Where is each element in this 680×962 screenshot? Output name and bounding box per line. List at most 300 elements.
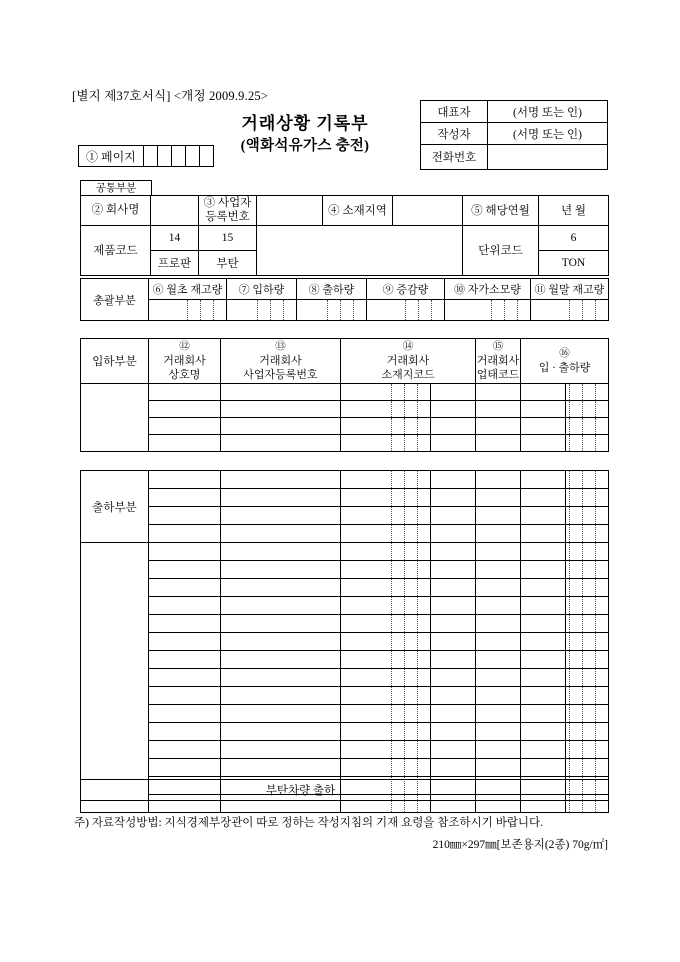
outbound-row-spacer — [81, 651, 149, 669]
cell-partner-business-code-2[interactable] — [476, 525, 521, 543]
cell-quantity[interactable] — [566, 507, 609, 525]
cell-partner-business-code[interactable] — [431, 741, 476, 759]
summary-value-closing-stock[interactable] — [531, 300, 609, 321]
cell-partner-business-code[interactable] — [431, 471, 476, 489]
digit-cells — [566, 705, 608, 722]
unit-code-name: TON — [539, 250, 609, 275]
digit-cells — [566, 543, 608, 560]
digit-cells — [341, 741, 430, 758]
total-row-label: 부탄차량 출하 — [81, 780, 521, 801]
cell-partner-business-code[interactable] — [431, 597, 476, 615]
cell-quantity-prefix[interactable] — [521, 705, 566, 723]
cell-partner-region-code[interactable] — [341, 633, 431, 651]
cell-quantity[interactable] — [566, 435, 609, 452]
table-row — [421, 101, 608, 123]
digit-cells — [566, 687, 608, 704]
cell-partner-name[interactable] — [149, 561, 221, 579]
digit-cells — [341, 384, 430, 400]
table-row — [81, 489, 609, 507]
cell-quantity-prefix[interactable] — [521, 418, 566, 435]
cell-partner-business-code[interactable] — [431, 615, 476, 633]
column-label-line1: 거래회사 — [386, 354, 430, 367]
digit-cells — [566, 435, 608, 451]
cell-partner-business-code-2[interactable] — [476, 401, 521, 418]
cell-partner-region-code[interactable] — [341, 651, 431, 669]
table-row — [81, 418, 609, 435]
outbound-row-spacer — [81, 687, 149, 705]
cell-partner-business-code-2[interactable] — [476, 705, 521, 723]
company-name-field[interactable] — [151, 196, 199, 226]
table-row — [81, 687, 609, 705]
cell-partner-bizreg[interactable] — [221, 579, 341, 597]
summary-value-outbound[interactable] — [297, 300, 367, 321]
cell-partner-business-code[interactable] — [431, 561, 476, 579]
product-code-propane-name: 프로판 — [151, 250, 199, 275]
cell-partner-region-code[interactable] — [341, 489, 431, 507]
biz-reg-number-label-line1: ③ 사업자 — [203, 197, 252, 209]
page-number-field[interactable] — [78, 145, 214, 167]
cell-partner-business-code-2[interactable] — [476, 687, 521, 705]
cell-partner-region-code[interactable] — [341, 759, 431, 777]
unit-code-label: 단위코드 — [463, 225, 539, 275]
product-code-butane-name: 부탄 — [199, 250, 257, 275]
cell-quantity[interactable] — [566, 561, 609, 579]
cell-partner-region-code[interactable] — [341, 525, 431, 543]
digit-cells — [566, 579, 608, 596]
company-name-label: ② 회사명 — [81, 196, 151, 226]
cell-quantity[interactable] — [566, 418, 609, 435]
representative-signature-field[interactable]: (서명 또는 인) — [488, 101, 608, 123]
cell-partner-business-code[interactable] — [431, 489, 476, 507]
cell-quantity-prefix[interactable] — [521, 561, 566, 579]
cell-partner-business-code-2[interactable] — [476, 471, 521, 489]
digit-cells — [566, 418, 608, 434]
cell-partner-business-code[interactable] — [431, 525, 476, 543]
inbound-col-partner-region-code — [341, 339, 476, 384]
form-note: 주) 자료작성방법: 지식경제부장관이 따로 정하는 작성지침의 기재 요령을 참조하시기 바랍니다. — [74, 817, 544, 829]
cell-partner-business-code-2[interactable] — [476, 759, 521, 777]
digit-cells — [227, 300, 296, 320]
outbound-row-spacer — [81, 543, 149, 561]
cell-partner-business-code[interactable] — [431, 579, 476, 597]
cell-partner-bizreg[interactable] — [221, 471, 341, 489]
outbound-row-spacer — [81, 669, 149, 687]
unit-code-number: 6 — [539, 225, 609, 250]
page-digit-cell[interactable] — [158, 146, 172, 166]
digit-cells — [341, 579, 430, 596]
cell-partner-name[interactable] — [149, 435, 221, 452]
cell-partner-region-code[interactable] — [341, 471, 431, 489]
digit-cells — [531, 300, 608, 320]
inbound-rows-body — [81, 384, 609, 452]
cell-partner-business-code[interactable] — [431, 633, 476, 651]
cell-partner-name[interactable] — [149, 705, 221, 723]
summary-col-change: ⑨ 증감량 — [367, 279, 445, 300]
cell-partner-name[interactable] — [149, 651, 221, 669]
cell-partner-bizreg[interactable] — [221, 384, 341, 401]
cell-partner-bizreg[interactable] — [221, 741, 341, 759]
cell-partner-business-code[interactable] — [431, 418, 476, 435]
outbound-row-spacer — [81, 561, 149, 579]
cell-partner-name[interactable] — [149, 759, 221, 777]
cell-partner-name[interactable] — [149, 418, 221, 435]
inbound-section-table — [80, 338, 609, 452]
form-title-block — [200, 113, 410, 158]
digit-cells — [341, 418, 430, 434]
page-digit-cell[interactable] — [186, 146, 200, 166]
cell-partner-bizreg[interactable] — [221, 651, 341, 669]
digit-cells — [566, 401, 608, 417]
page-digit-cell[interactable] — [172, 146, 186, 166]
digit-cells — [566, 561, 608, 578]
cell-partner-bizreg[interactable] — [221, 507, 341, 525]
cell-quantity-prefix[interactable] — [521, 723, 566, 741]
page-subtitle: (액화석유가스 충전) — [240, 137, 370, 154]
cell-quantity[interactable] — [566, 525, 609, 543]
digit-cells — [566, 597, 608, 614]
summary-value-opening-stock[interactable] — [149, 300, 227, 321]
cell-partner-region-code[interactable] — [341, 669, 431, 687]
inbound-row-spacer — [81, 401, 149, 418]
cell-partner-bizreg[interactable] — [221, 525, 341, 543]
cell-partner-region-code[interactable] — [341, 705, 431, 723]
cell-partner-region-code[interactable] — [341, 435, 431, 452]
cell-partner-name[interactable] — [149, 741, 221, 759]
product-code-propane-number: 14 — [151, 225, 199, 250]
table-row — [81, 741, 609, 759]
page-number-label: ① 페이지 — [79, 146, 144, 166]
cell-partner-bizreg[interactable] — [221, 435, 341, 452]
cell-quantity-prefix[interactable] — [521, 543, 566, 561]
cell-partner-bizreg[interactable] — [221, 489, 341, 507]
outbound-row-spacer — [81, 633, 149, 651]
summary-value-inbound[interactable] — [227, 300, 297, 321]
cell-partner-business-code-2[interactable] — [476, 384, 521, 401]
inbound-col-quantity — [521, 339, 609, 384]
digit-cells — [566, 669, 608, 686]
digit-cells — [521, 780, 608, 800]
column-label-line1: 입 · 출하량 — [538, 361, 591, 374]
cell-partner-business-code-2[interactable] — [476, 543, 521, 561]
cell-quantity[interactable] — [566, 687, 609, 705]
summary-col-outbound: ⑧ 출하량 — [297, 279, 367, 300]
cell-partner-business-code[interactable] — [431, 669, 476, 687]
table-row — [81, 339, 609, 384]
cell-quantity[interactable] — [566, 759, 609, 777]
digit-cells — [367, 300, 444, 320]
cell-partner-name[interactable] — [149, 507, 221, 525]
cell-partner-business-code-2[interactable] — [476, 507, 521, 525]
cell-partner-bizreg[interactable] — [221, 759, 341, 777]
total-row-table — [80, 779, 609, 801]
cell-partner-name[interactable] — [149, 401, 221, 418]
cell-quantity[interactable] — [566, 597, 609, 615]
column-number: ⑭ — [402, 340, 414, 352]
cell-quantity-prefix[interactable] — [521, 435, 566, 452]
table-row — [81, 651, 609, 669]
table-row — [81, 435, 609, 452]
product-code-label: 제품코드 — [81, 225, 151, 275]
cell-quantity[interactable] — [566, 401, 609, 418]
inbound-row-spacer — [81, 435, 149, 452]
common-section-table — [80, 195, 609, 276]
table-row — [81, 780, 609, 801]
cell-partner-business-code-2[interactable] — [476, 651, 521, 669]
digit-cells — [341, 471, 430, 488]
cell-partner-business-code[interactable] — [431, 687, 476, 705]
signature-table — [420, 100, 608, 170]
cell-partner-business-code-2[interactable] — [476, 741, 521, 759]
cell-partner-region-code[interactable] — [341, 561, 431, 579]
inbound-col-partner-business-code — [476, 339, 521, 384]
cell-partner-business-code[interactable] — [431, 651, 476, 669]
cell-quantity-prefix[interactable] — [521, 633, 566, 651]
cell-partner-bizreg[interactable] — [221, 543, 341, 561]
cell-partner-region-code[interactable] — [341, 741, 431, 759]
table-row — [81, 401, 609, 418]
preparer-label: 작성자 — [421, 123, 488, 145]
representative-label: 대표자 — [421, 101, 488, 123]
digit-cells — [566, 759, 608, 776]
digit-cells — [566, 633, 608, 650]
cell-partner-name[interactable] — [149, 525, 221, 543]
table-row — [81, 597, 609, 615]
table-row — [81, 225, 609, 250]
outbound-row-spacer — [81, 741, 149, 759]
outbound-rows-body — [81, 471, 609, 813]
cell-partner-business-code[interactable] — [431, 384, 476, 401]
table-row — [81, 300, 609, 321]
cell-quantity-prefix[interactable] — [521, 507, 566, 525]
column-label-line1: 거래회사 — [163, 354, 206, 367]
digit-cells — [297, 300, 366, 320]
table-row — [81, 525, 609, 543]
cell-partner-business-code-2[interactable] — [476, 561, 521, 579]
column-label-line2: 업태코드 — [476, 368, 520, 381]
page-title: 거래상황 기록부 — [241, 114, 369, 133]
cell-quantity[interactable] — [566, 651, 609, 669]
digit-cells — [341, 543, 430, 560]
biz-reg-number-field[interactable] — [257, 196, 323, 226]
digit-cells — [566, 651, 608, 668]
cell-partner-region-code[interactable] — [341, 507, 431, 525]
summary-section-label: 총괄부분 — [81, 279, 149, 321]
cell-partner-bizreg[interactable] — [221, 687, 341, 705]
summary-value-self-consumption[interactable] — [445, 300, 531, 321]
cell-partner-business-code[interactable] — [431, 723, 476, 741]
cell-quantity[interactable] — [566, 384, 609, 401]
digit-cells — [566, 471, 608, 488]
cell-quantity-prefix[interactable] — [521, 489, 566, 507]
summary-col-opening-stock: ⑥ 월초 재고량 — [149, 279, 227, 300]
cell-partner-region-code[interactable] — [341, 723, 431, 741]
cell-partner-business-code-2[interactable] — [476, 597, 521, 615]
cell-partner-business-code-2[interactable] — [476, 579, 521, 597]
digit-cells — [341, 525, 430, 542]
cell-partner-bizreg[interactable] — [221, 401, 341, 418]
column-number: ⑮ — [492, 340, 504, 352]
cell-partner-name[interactable] — [149, 615, 221, 633]
outbound-row-spacer — [81, 759, 149, 777]
outbound-section-label: 출하부분 — [81, 471, 149, 543]
cell-partner-region-code[interactable] — [341, 579, 431, 597]
cell-partner-business-code-2[interactable] — [476, 418, 521, 435]
cell-quantity[interactable] — [566, 489, 609, 507]
cell-quantity[interactable] — [566, 705, 609, 723]
summary-section-table — [80, 278, 609, 321]
cell-partner-name[interactable] — [149, 723, 221, 741]
product-code-blank-area[interactable] — [257, 225, 463, 275]
digit-cells — [445, 300, 530, 320]
preparer-signature-field[interactable]: (서명 또는 인) — [488, 123, 608, 145]
cell-quantity-prefix[interactable] — [521, 651, 566, 669]
page-digit-cell[interactable] — [144, 146, 158, 166]
cell-partner-region-code[interactable] — [341, 615, 431, 633]
digit-cells — [341, 705, 430, 722]
cell-quantity-prefix[interactable] — [521, 525, 566, 543]
table-row — [81, 579, 609, 597]
table-row — [81, 384, 609, 401]
table-row — [81, 507, 609, 525]
digit-cells — [341, 633, 430, 650]
cell-partner-region-code[interactable] — [341, 687, 431, 705]
table-row — [421, 123, 608, 145]
region-label: ④ 소재지역 — [323, 196, 393, 226]
phone-field[interactable] — [488, 145, 608, 170]
cell-quantity[interactable] — [566, 669, 609, 687]
digit-cells — [341, 507, 430, 524]
digit-cells — [566, 489, 608, 506]
cell-partner-region-code[interactable] — [341, 418, 431, 435]
table-row — [421, 145, 608, 170]
cell-partner-business-code[interactable] — [431, 705, 476, 723]
cell-partner-name[interactable] — [149, 471, 221, 489]
cell-partner-name[interactable] — [149, 669, 221, 687]
cell-quantity-prefix[interactable] — [521, 401, 566, 418]
cell-partner-region-code[interactable] — [341, 401, 431, 418]
cell-quantity-prefix[interactable] — [521, 615, 566, 633]
cell-partner-bizreg[interactable] — [221, 705, 341, 723]
cell-partner-name[interactable] — [149, 597, 221, 615]
cell-partner-business-code-2[interactable] — [476, 435, 521, 452]
cell-partner-bizreg[interactable] — [221, 633, 341, 651]
digit-cells — [566, 741, 608, 758]
cell-quantity[interactable] — [566, 741, 609, 759]
cell-partner-business-code-2[interactable] — [476, 723, 521, 741]
summary-col-self-consumption: ⑩ 자가소모량 — [445, 279, 531, 300]
cell-quantity[interactable] — [566, 615, 609, 633]
product-code-butane-number: 15 — [199, 225, 257, 250]
digit-cells — [566, 384, 608, 400]
cell-partner-name[interactable] — [149, 543, 221, 561]
biz-reg-number-label-line2: 등록번호 — [205, 211, 250, 224]
outbound-row-spacer — [81, 705, 149, 723]
cell-partner-business-code[interactable] — [431, 507, 476, 525]
cell-quantity[interactable] — [566, 579, 609, 597]
digit-cells — [341, 723, 430, 740]
cell-partner-name[interactable] — [149, 384, 221, 401]
cell-partner-bizreg[interactable] — [221, 615, 341, 633]
summary-value-change[interactable] — [367, 300, 445, 321]
cell-partner-name[interactable] — [149, 687, 221, 705]
cell-partner-name[interactable] — [149, 633, 221, 651]
table-row — [81, 279, 609, 300]
cell-quantity-prefix[interactable] — [521, 471, 566, 489]
cell-partner-business-code[interactable] — [431, 759, 476, 777]
cell-partner-name[interactable] — [149, 579, 221, 597]
cell-quantity-prefix[interactable] — [521, 669, 566, 687]
page-digit-cell[interactable] — [200, 146, 213, 166]
cell-quantity-prefix[interactable] — [521, 687, 566, 705]
cell-quantity-prefix[interactable] — [521, 741, 566, 759]
cell-partner-business-code-2[interactable] — [476, 489, 521, 507]
outbound-row-spacer — [81, 597, 149, 615]
cell-quantity-prefix[interactable] — [521, 759, 566, 777]
digit-cells — [149, 300, 226, 320]
cell-partner-business-code[interactable] — [431, 401, 476, 418]
table-row — [81, 196, 609, 226]
cell-quantity[interactable] — [566, 543, 609, 561]
column-label-line1: 거래회사 — [259, 354, 302, 367]
digit-cells — [566, 615, 608, 632]
digit-cells — [341, 651, 430, 668]
cell-quantity-prefix[interactable] — [521, 597, 566, 615]
column-label-line1: 거래회사 — [476, 354, 520, 367]
yearmonth-label: ⑤ 해당연월 — [463, 196, 539, 226]
cell-partner-business-code[interactable] — [431, 543, 476, 561]
cell-partner-bizreg[interactable] — [221, 597, 341, 615]
table-row — [81, 615, 609, 633]
digit-cells — [566, 525, 608, 542]
cell-quantity-prefix[interactable] — [521, 579, 566, 597]
cell-partner-name[interactable] — [149, 489, 221, 507]
total-row-value[interactable] — [521, 780, 609, 801]
table-row — [81, 633, 609, 651]
cell-partner-business-code[interactable] — [431, 435, 476, 452]
outbound-section-table — [80, 470, 609, 813]
yearmonth-field[interactable]: 년 월 — [539, 196, 609, 226]
cell-partner-bizreg[interactable] — [221, 418, 341, 435]
inbound-section-label: 입하부분 — [81, 339, 149, 384]
cell-partner-bizreg[interactable] — [221, 669, 341, 687]
digit-cells — [566, 507, 608, 524]
cell-quantity[interactable] — [566, 471, 609, 489]
inbound-col-partner-bizreg — [221, 339, 341, 384]
cell-partner-business-code-2[interactable] — [476, 669, 521, 687]
digit-cells — [566, 723, 608, 740]
digit-cells — [341, 401, 430, 417]
column-number: ⑬ — [275, 340, 286, 352]
digit-cells — [341, 669, 430, 686]
cell-partner-bizreg[interactable] — [221, 723, 341, 741]
summary-col-inbound: ⑦ 입하량 — [227, 279, 297, 300]
cell-quantity-prefix[interactable] — [521, 384, 566, 401]
outbound-row-spacer — [81, 723, 149, 741]
cell-partner-region-code[interactable] — [341, 384, 431, 401]
cell-partner-bizreg[interactable] — [221, 561, 341, 579]
cell-partner-business-code-2[interactable] — [476, 615, 521, 633]
inbound-row-spacer — [81, 418, 149, 435]
digit-cells — [341, 489, 430, 506]
cell-quantity[interactable] — [566, 723, 609, 741]
outbound-row-spacer — [81, 579, 149, 597]
column-number: ⑯ — [559, 348, 570, 360]
cell-partner-business-code-2[interactable] — [476, 633, 521, 651]
region-field[interactable] — [393, 196, 463, 226]
cell-partner-region-code[interactable] — [341, 597, 431, 615]
cell-quantity[interactable] — [566, 633, 609, 651]
cell-partner-region-code[interactable] — [341, 543, 431, 561]
